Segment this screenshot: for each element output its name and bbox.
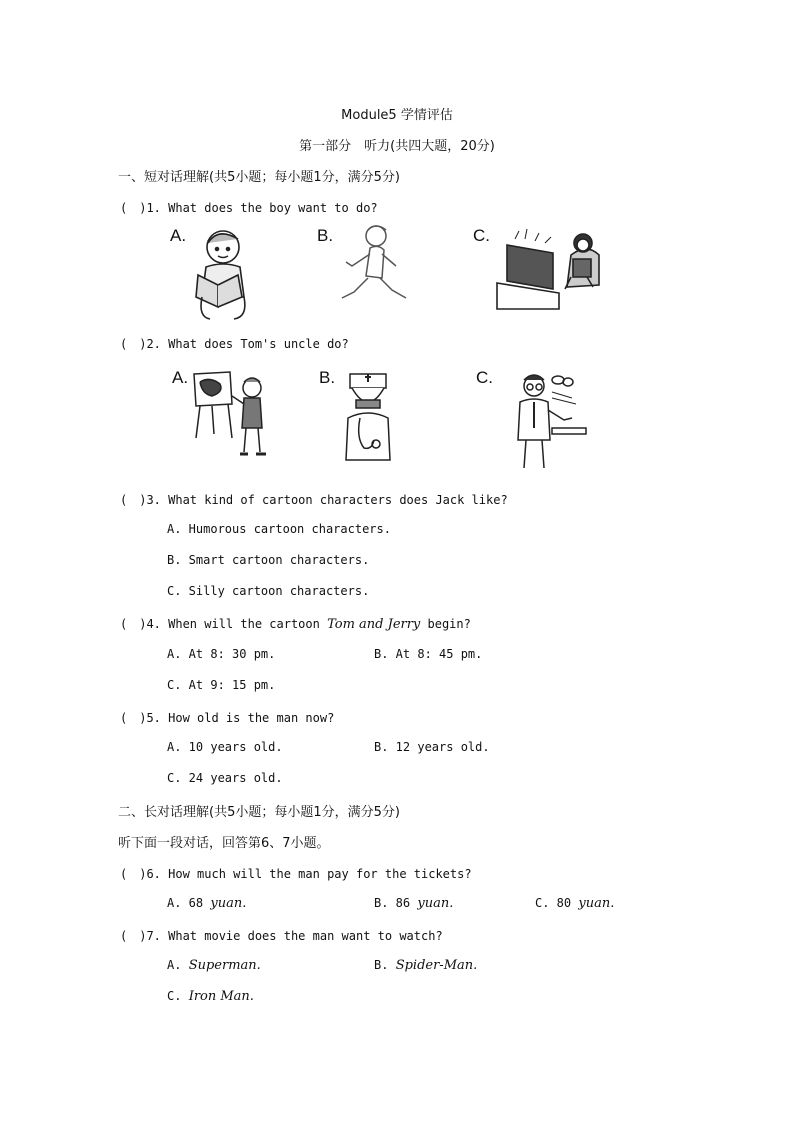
question-4 <box>120 615 471 632</box>
option-label: A. <box>170 226 187 245</box>
option-b[interactable]: B. Smart cartoon characters. <box>167 553 370 567</box>
section-heading: 二、长对话理解(共5小题；每小题1分，满分5分) <box>118 805 400 820</box>
boy-running-image <box>336 222 412 314</box>
option-unit: yuan. <box>578 896 615 911</box>
option-unit: yuan. <box>417 896 454 911</box>
option-prefix: B. 86 <box>374 896 418 910</box>
option-a[interactable] <box>167 958 261 973</box>
option-a[interactable]: A. 10 years old. <box>167 740 283 754</box>
option-prefix: A. <box>167 958 189 972</box>
option-a[interactable] <box>167 896 246 911</box>
boy-reading-book-image <box>188 225 258 323</box>
page-title: Module5 学情评估 <box>341 108 453 123</box>
option-c[interactable]: C. Silly cartoon characters. <box>167 584 370 598</box>
movie-title: Spider-Man. <box>395 958 478 973</box>
teacher-image <box>512 368 588 472</box>
answer-blank[interactable]: ( ) <box>120 867 147 881</box>
cartoon-title: Tom and Jerry <box>327 617 421 632</box>
option-b[interactable] <box>374 896 453 911</box>
question-text: 6. How much will the man pay for the tickets? <box>146 867 472 881</box>
answer-blank[interactable]: ( ) <box>120 201 147 215</box>
answer-blank[interactable]: ( ) <box>120 711 147 725</box>
option-c[interactable] <box>535 896 614 911</box>
option-unit: yuan. <box>210 896 247 911</box>
painter-at-easel-image <box>190 368 272 460</box>
option-label: A. <box>172 368 189 387</box>
question-text-end: begin? <box>420 617 471 631</box>
answer-blank[interactable]: ( ) <box>120 337 147 351</box>
part-heading: 第一部分 听力(共四大题，20分) <box>299 139 495 154</box>
movie-title: Iron Man. <box>188 989 254 1004</box>
question-5 <box>120 709 334 726</box>
section-heading: 一、短对话理解(共5小题；每小题1分，满分5分) <box>118 170 400 185</box>
option-a[interactable]: A. At 8: 30 pm. <box>167 647 276 661</box>
option-b[interactable]: B. At 8: 45 pm. <box>374 647 483 661</box>
doctor-image <box>340 368 396 464</box>
option-prefix: C. 80 <box>535 896 579 910</box>
option-prefix: A. 68 <box>167 896 211 910</box>
question-text: 7. What movie does the man want to watch? <box>146 929 443 943</box>
question-2 <box>120 335 349 352</box>
section-instruction: 听下面一段对话，回答第6、7小题。 <box>118 836 330 851</box>
option-label: C. <box>476 368 493 387</box>
option-label: C. <box>473 226 490 245</box>
option-prefix: C. <box>167 989 189 1003</box>
option-a[interactable]: A. Humorous cartoon characters. <box>167 522 391 536</box>
question-text: 4. When will the cartoon <box>146 617 328 631</box>
movie-title: Superman. <box>188 958 261 973</box>
option-c[interactable] <box>167 989 254 1004</box>
answer-blank[interactable]: ( ) <box>120 493 147 507</box>
option-c[interactable]: C. 24 years old. <box>167 771 283 785</box>
question-text: 3. What kind of cartoon characters does Jack like? <box>146 493 508 507</box>
question-text: 2. What does Tom's uncle do? <box>146 337 349 351</box>
question-7 <box>120 927 443 944</box>
option-label: B. <box>319 368 336 387</box>
answer-blank[interactable]: ( ) <box>120 929 147 943</box>
option-label: B. <box>317 226 334 245</box>
answer-blank[interactable]: ( ) <box>120 617 147 631</box>
option-prefix: B. <box>374 958 396 972</box>
question-6 <box>120 865 472 882</box>
question-text: 5. How old is the man now? <box>146 711 335 725</box>
question-1 <box>120 199 378 216</box>
boy-watching-tv-image <box>495 225 605 311</box>
question-3 <box>120 491 508 508</box>
question-text: 1. What does the boy want to do? <box>146 201 378 215</box>
option-b[interactable]: B. 12 years old. <box>374 740 490 754</box>
option-b[interactable] <box>374 958 477 973</box>
option-c[interactable]: C. At 9: 15 pm. <box>167 678 276 692</box>
